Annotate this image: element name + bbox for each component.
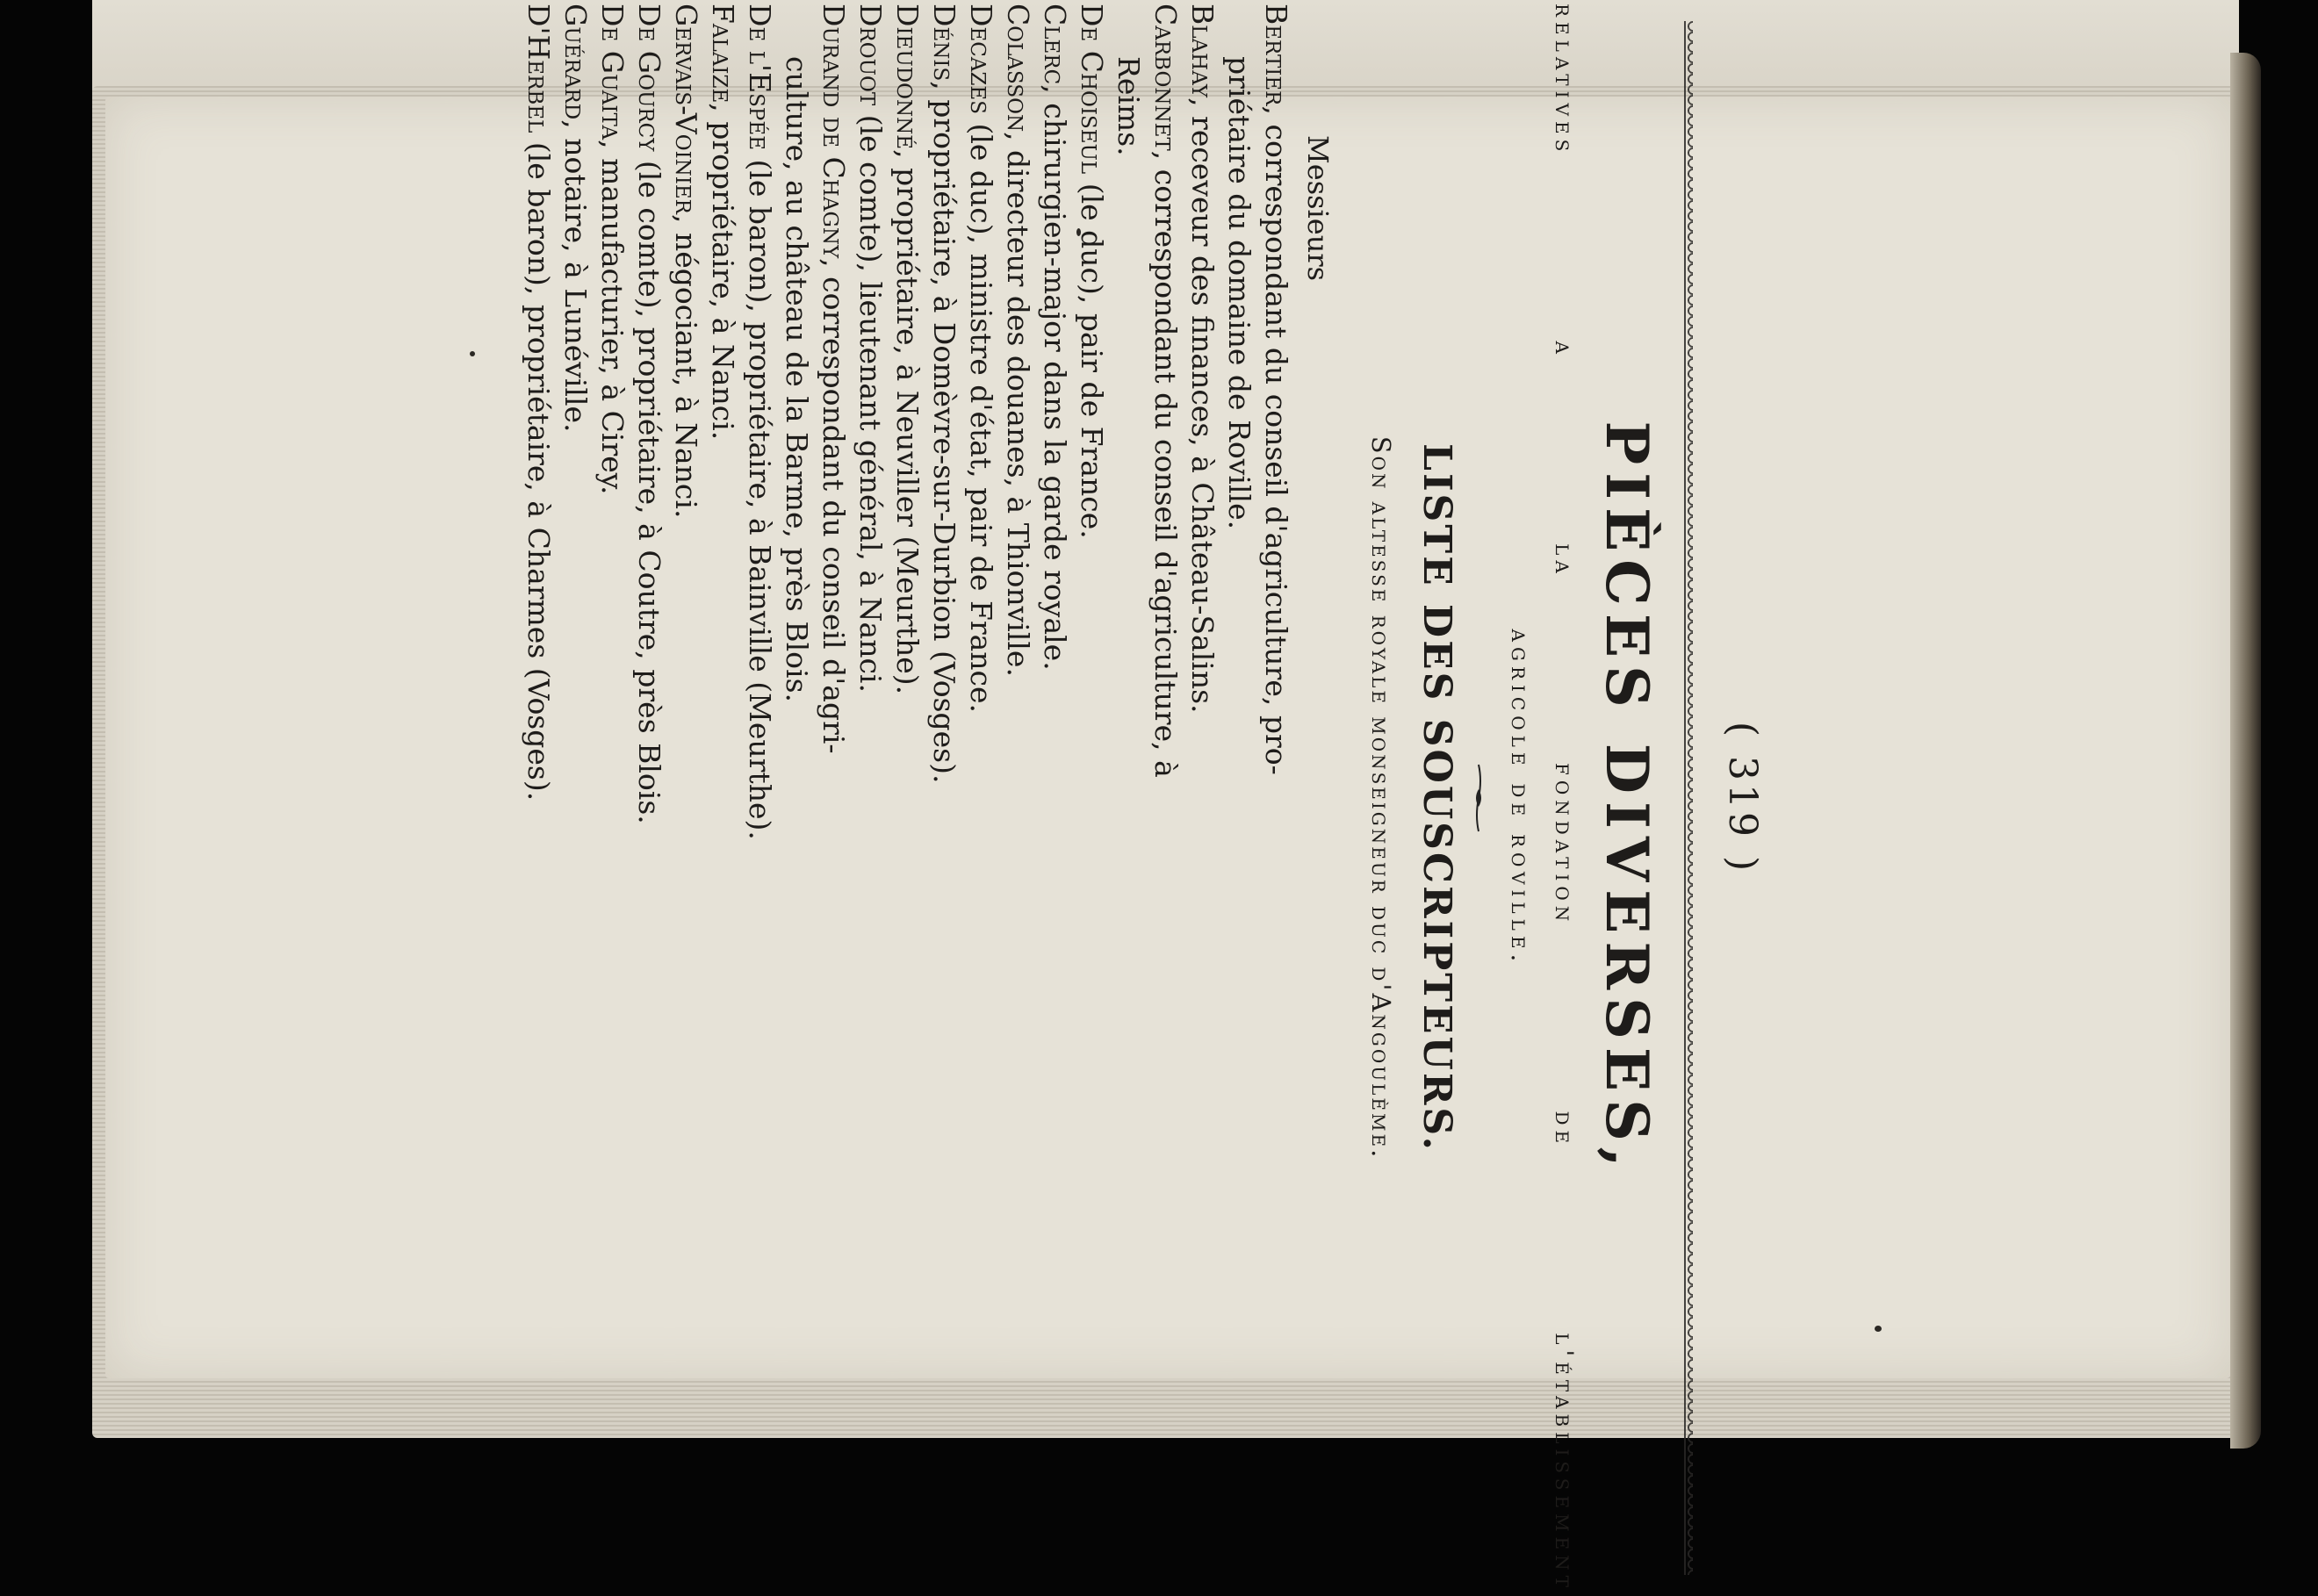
- subscriber-details-continued: priétaire du domaine de Roville.: [1222, 56, 1256, 530]
- subscriber-entry: [1036, 4, 1073, 1592]
- subscriber-name: Gervais-Voinier: [669, 4, 703, 214]
- subscriber-details: , manufacturier, à Cirey.: [595, 140, 630, 495]
- subscriber-name: Dénis: [927, 4, 961, 82]
- subscriber-entry: [889, 4, 925, 1592]
- subscriber-entry: [741, 4, 778, 1592]
- subscriber-details-continued: Reims.: [1112, 56, 1146, 156]
- decorative-wavy-rule: [1681, 21, 1693, 1575]
- salutation: Messieurs: [1301, 135, 1335, 282]
- subscriber-entry: [667, 4, 704, 1592]
- ink-spot: [470, 351, 475, 356]
- subscriber-entry: [778, 4, 852, 1592]
- page-title: PIÈCES DIVERSES,: [1593, 421, 1661, 1175]
- subscriber-details: , négociant, à Nanci.: [669, 214, 703, 519]
- subscriber-name: Colasson: [1001, 4, 1035, 133]
- subscriber-details: (le duc), pair de France.: [1075, 174, 1109, 539]
- subscriber-details: (le comte), lieutenant général, à Nanci.: [853, 105, 888, 693]
- subscriber-name: Blahay: [1185, 4, 1220, 98]
- subscriber-details: (le baron), propriétaire, à Charmes (Vosges).: [522, 133, 556, 802]
- subscriber-details: , receveur des finances, à Château-Salins.: [1185, 97, 1220, 714]
- subscriber-entry: [925, 4, 962, 1592]
- subscriber-details: , correspondant du conseil d'agriculture, pro-: [1259, 105, 1293, 775]
- subscriber-details: , directeur des douanes, à Thionville.: [1001, 132, 1035, 677]
- ink-spot: [1875, 1326, 1882, 1332]
- page-content: [522, 4, 1765, 1592]
- subscriber-entry: [1110, 4, 1184, 1592]
- subscriber-name: Carbonnet: [1148, 4, 1183, 151]
- subtitle-line-2: agricole de roville.: [1506, 629, 1535, 967]
- subscriber-details: , notaire, à Lunéville.: [558, 119, 593, 433]
- subscriber-entry: [1073, 4, 1110, 1592]
- subscriber-details: , propriétaire, à Nanci.: [706, 103, 740, 441]
- subscriber-entry: [557, 4, 594, 1592]
- subscriber-name: De Choiseul: [1075, 4, 1109, 175]
- subscriber-name: De l'Espée: [743, 4, 777, 150]
- subscriber-list: [520, 4, 1294, 1592]
- subscriber-name: De Guaita: [595, 4, 630, 140]
- subscriber-entry: [852, 4, 889, 1592]
- subscriber-entry: [962, 4, 999, 1592]
- subscriber-name: Drouot: [853, 4, 888, 106]
- dedication-line: Son altesse royale monseigneur duc d'Angoulème.: [1366, 435, 1396, 1161]
- ornament-divider: [1472, 763, 1486, 833]
- subscriber-entry: [704, 4, 741, 1592]
- subscriber-details: (le duc), ministre d'état, pair de France.: [964, 113, 998, 714]
- subscriber-entry: [520, 4, 557, 1592]
- subscriber-entry: [630, 4, 667, 1592]
- subscriber-name: Falaize: [706, 4, 740, 104]
- subscriber-details: , propriétaire, à Neuviller (Meurthe).: [890, 149, 925, 695]
- subscriber-details-continued: culture, au château de la Barme, près Blois.: [780, 56, 814, 702]
- subscriber-name: Guérard: [558, 4, 593, 120]
- subscriber-name: Bertier: [1259, 4, 1293, 106]
- subscriber-entry: [594, 4, 630, 1592]
- subscriber-details: (le baron), propriétaire, à Bainville (Meurthe).: [743, 149, 777, 840]
- subscriber-details: , chirurgien-major dans la garde royale.: [1038, 84, 1072, 671]
- subscriber-name: Decazes: [964, 4, 998, 114]
- subscriber-details: , correspondant du conseil d'agri-: [817, 258, 851, 754]
- page-number: ( 319 ): [1720, 721, 1765, 875]
- subscriber-entry: [1184, 4, 1220, 1592]
- subscriber-name: Clerc: [1038, 4, 1072, 85]
- book-spine: [2230, 53, 2261, 1449]
- subscriber-details: , propriétaire, à Domèvre-sur-Durbion (Vosges).: [927, 81, 961, 784]
- section-title: LISTE DES SOUSCRIPTEURS.: [1415, 443, 1459, 1153]
- subscriber-name: De Gourcy: [632, 4, 666, 152]
- subscriber-entry: [999, 4, 1036, 1592]
- subscriber-entry: [1220, 4, 1294, 1592]
- subtitle-line-1: relatives a la fondation de l'établissement: [1550, 4, 1579, 1592]
- subscriber-name: Dieudonné: [890, 4, 925, 150]
- subscriber-details: (le comte), propriétaire, à Coutre, près Blois.: [632, 151, 666, 824]
- subscriber-details: , correspondant du conseil d'agriculture, à: [1148, 150, 1183, 778]
- subscriber-name: Durand de Chagny: [817, 4, 851, 259]
- subscriber-name: D'Herbel: [522, 4, 556, 133]
